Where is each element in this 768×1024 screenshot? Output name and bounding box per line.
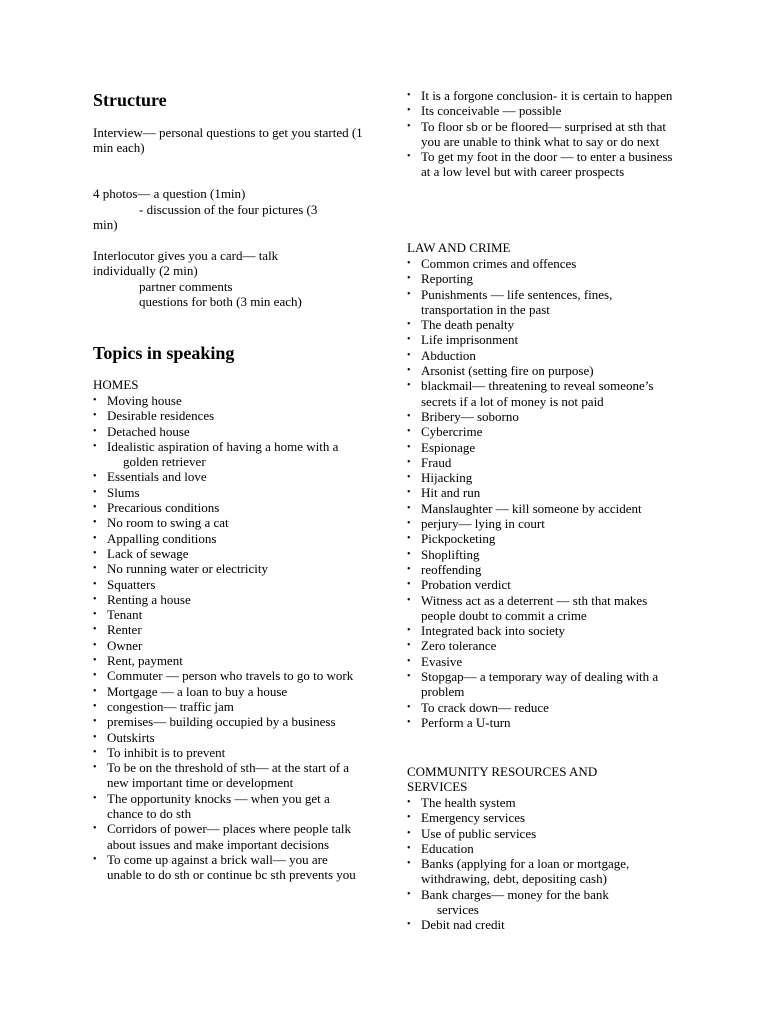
list-item: • Owner <box>93 638 365 653</box>
list-item: • Detached house <box>93 424 365 439</box>
list-item-continuation: golden retriever <box>123 454 206 470</box>
list-item: • Slums <box>93 485 365 500</box>
interview-text: Interview— personal questions to get you started (1 min each) <box>93 125 363 156</box>
list-item: • Hijacking <box>407 470 677 485</box>
list-item: • Common crimes and offences <box>407 256 677 271</box>
list-item: • To floor sb or be floored— surprised at sth that you are unable to think what to say or do next <box>407 119 677 150</box>
list-item: • The opportunity knocks — when you get a chance to do sth <box>93 791 365 822</box>
list-item: • Manslaughter — kill someone by accident <box>407 501 677 516</box>
list-item: • blackmail— threatening to reveal someone’s secrets if a lot of money is not paid <box>407 378 677 409</box>
photos-line-3: min) <box>93 217 118 232</box>
photos-line-1: 4 photos— a question (1min) <box>93 186 246 201</box>
list-item: • Emergency services <box>407 810 677 825</box>
list-item: • perjury— lying in court <box>407 516 677 531</box>
list-item: • Pickpocketing <box>407 531 677 546</box>
list-item: • Moving house <box>93 393 365 408</box>
list-item: • reoffending <box>407 562 677 577</box>
list-item: • Rent, payment <box>93 653 365 668</box>
list-item: • Tenant <box>93 607 365 622</box>
list-item: • Life imprisonment <box>407 332 677 347</box>
list-item: • No room to swing a cat <box>93 515 365 530</box>
list-item: • Hit and run <box>407 485 677 500</box>
card-line-1: Interlocutor gives you a card— talk individually (2 min) <box>93 248 279 279</box>
list-item: • Banks (applying for a loan or mortgage, withdrawing, debt, depositing cash) <box>407 856 677 887</box>
list-item: • Witness act as a deterrent — sth that makes people doubt to commit a crime <box>407 593 677 624</box>
card-line-2: partner comments <box>139 279 233 294</box>
list-item: • Evasive <box>407 654 677 669</box>
list-item: • Use of public services <box>407 826 677 841</box>
list-item: • Abduction <box>407 348 677 363</box>
list-item: • Essentials and love <box>93 469 365 484</box>
list-item: • The death penalty <box>407 317 677 332</box>
community-list <box>407 795 677 933</box>
list-item: • Lack of sewage <box>93 546 365 561</box>
list-item: • Integrated back into society <box>407 623 677 638</box>
law-title: LAW AND CRIME <box>407 240 511 255</box>
card-line-3: questions for both (3 min each) <box>139 294 302 309</box>
list-item: • Fraud <box>407 455 677 470</box>
list-item: • Commuter — person who travels to go to work <box>93 668 365 683</box>
list-item: • Appalling conditions <box>93 531 365 546</box>
list-item: • Shoplifting <box>407 547 677 562</box>
list-item: • It is a forgone conclusion- it is certain to happen <box>407 88 677 103</box>
list-item: • Corridors of power— places where people talk about issues and make important decisions <box>93 821 365 852</box>
structure-heading: Structure <box>93 90 167 110</box>
list-item: • Squatters <box>93 577 365 592</box>
list-item: • Punishments — life sentences, fines, transportation in the past <box>407 287 677 318</box>
homes-title: HOMES <box>93 377 139 392</box>
homes-list <box>93 393 365 883</box>
list-item: • Cybercrime <box>407 424 677 439</box>
list-item: • To crack down— reduce <box>407 700 677 715</box>
idioms-list <box>407 88 677 180</box>
list-item: • Mortgage — a loan to buy a house <box>93 684 365 699</box>
list-item <box>407 887 677 918</box>
list-item: • congestion— traffic jam <box>93 699 365 714</box>
community-title-line-2: SERVICES <box>407 779 468 794</box>
list-item: • The health system <box>407 795 677 810</box>
list-item: • Debit nad credit <box>407 917 677 932</box>
photos-line-2: - discussion of the four pictures (3 <box>139 202 318 217</box>
list-item: • To come up against a brick wall— you are unable to do sth or continue bc sth prevents you <box>93 852 365 883</box>
list-item: • Stopgap— a temporary way of dealing with a problem <box>407 669 677 700</box>
list-item: • To be on the threshold of sth— at the start of a new important time or development <box>93 760 365 791</box>
list-item: • Precarious conditions <box>93 500 365 515</box>
list-item-text: Bank charges— money for the bank <box>421 886 609 902</box>
list-item-text: Idealistic aspiration of having a home with a <box>107 438 339 454</box>
list-item: • No running water or electricity <box>93 561 365 576</box>
law-list <box>407 256 677 730</box>
list-item: • Arsonist (setting fire on purpose) <box>407 363 677 378</box>
list-item: • Bribery— soborno <box>407 409 677 424</box>
community-title-line-1: COMMUNITY RESOURCES AND <box>407 764 598 779</box>
topics-heading: Topics in speaking <box>93 343 235 363</box>
list-item: • Perform a U-turn <box>407 715 677 730</box>
list-item: • Renting a house <box>93 592 365 607</box>
list-item: • To get my foot in the door — to enter a business at a low level but with career prospects <box>407 149 677 180</box>
list-item: • Outskirts <box>93 730 365 745</box>
list-item: • Desirable residences <box>93 408 365 423</box>
list-item: • Its conceivable — possible <box>407 103 677 118</box>
list-item-continuation: services <box>437 902 479 918</box>
list-item: • premises— building occupied by a business <box>93 714 365 729</box>
list-item: • Renter <box>93 622 365 637</box>
list-item: • Probation verdict <box>407 577 677 592</box>
list-item: • Reporting <box>407 271 677 286</box>
list-item: • Education <box>407 841 677 856</box>
list-item <box>93 439 365 470</box>
list-item: • Zero tolerance <box>407 638 677 653</box>
list-item: • To inhibit is to prevent <box>93 745 365 760</box>
list-item: • Espionage <box>407 440 677 455</box>
